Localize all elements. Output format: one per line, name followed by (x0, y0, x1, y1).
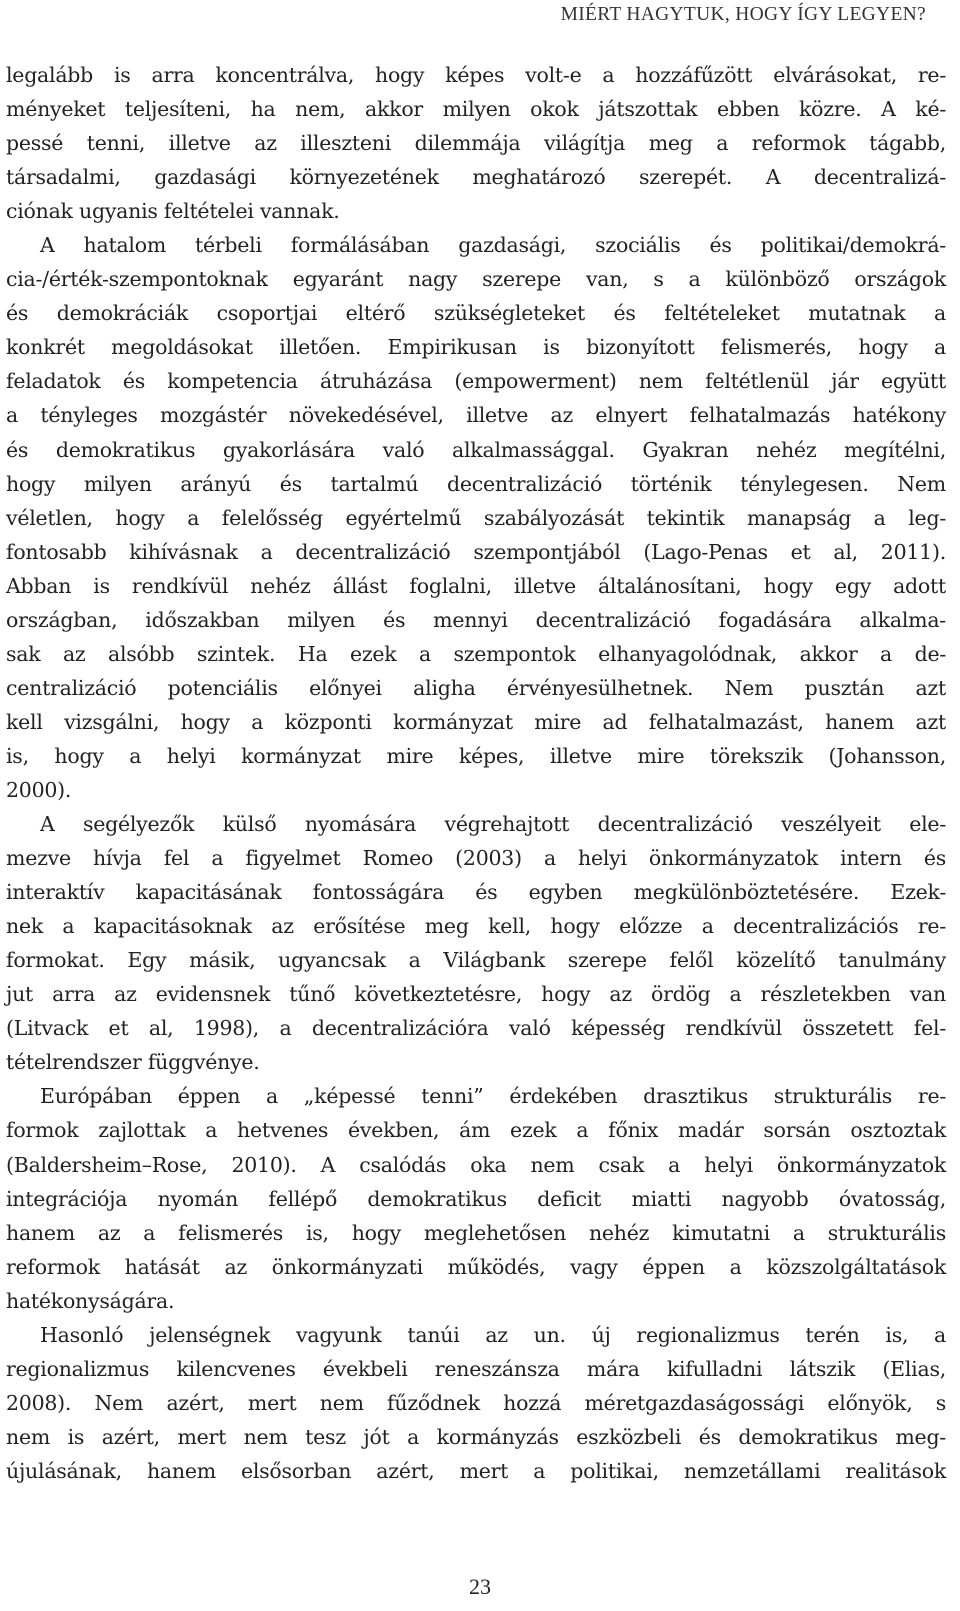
paragraph-3-line: A segélyezők külső nyomására végrehajtott decentralizáció veszélyeit ele- (40, 812, 946, 837)
paragraph-3-line: nek a kapacitásoknak az erősítése meg kell, hogy előzze a decentralizációs re- (6, 914, 946, 939)
paragraph-4-line: Európában éppen a „képessé tenni” érdekében drasztikus strukturális re- (40, 1084, 946, 1109)
paragraph-3-line: tételrendszer függvénye. (6, 1050, 260, 1075)
paragraph-4-line: integrációja nyomán fellépő demokratikus deficit miatti nagyobb óvatosság, (6, 1186, 946, 1211)
paragraph-5-line: 2008). Nem azért, mert nem fűződnek hozzá méretgazdaságossági előnyök, s (6, 1390, 946, 1415)
paragraph-2-line: országban, időszakban milyen és mennyi decentralizáció fogadására alkalma- (6, 607, 946, 632)
paragraph-2-line: a tényleges mozgástér növekedésével, illetve az elnyert felhatalmazás hatékony (6, 403, 946, 428)
paragraph-2-line: kell vizsgálni, hogy a központi kormányzat mire ad felhatalmazást, hanem azt (6, 709, 946, 734)
paragraph-3-line: jut arra az evidensnek tűnő következtetésre, hogy az ördög a részletekben van (6, 982, 946, 1007)
paragraph-5-line: újulásának, hanem elsősorban azért, mert a politikai, nemzetállami realitások (6, 1458, 946, 1483)
paragraph-1-line: ményeket teljesíteni, ha nem, akkor milyen okok játszottak ebben közre. A ké- (6, 97, 946, 122)
paragraph-4-line: formok zajlottak a hetvenes években, ám ezek a főnix madár sorsán osztoztak (6, 1118, 946, 1143)
paragraph-2-line: konkrét megoldásokat illetően. Empirikusan is bizonyított felismerés, hogy a (6, 335, 946, 360)
paragraph-2-line: Abban is rendkívül nehéz állást foglalni, illetve általánosítani, hogy egy adott (6, 573, 946, 598)
paragraph-4-line: reformok hatását az önkormányzati működés, vagy éppen a közszolgáltatások (6, 1254, 946, 1279)
paragraph-1-line: pessé tenni, illetve az illeszteni dilemmája világítja meg a reformok tágabb, (6, 131, 946, 156)
paragraph-2-line: és demokráciák csoportjai eltérő szükségleteket és feltételeket mutatnak a (6, 301, 946, 326)
body-text (6, 58, 946, 1488)
paragraph-4-line: hatékonyságára. (6, 1288, 175, 1313)
paragraph-2-line: véletlen, hogy a felelősség egyértelmű szabályozását tekintik manapság a leg- (6, 505, 946, 530)
paragraph-2-line: 2000). (6, 777, 72, 802)
paragraph-3-line: interaktív kapacitásának fontosságára és egyben megkülönböztetésére. Ezek- (6, 880, 946, 905)
paragraph-4-line: (Baldersheim–Rose, 2010). A csalódás oka nem csak a helyi önkormányzatok (6, 1152, 946, 1177)
paragraph-3-line: (Litvack et al, 1998), a decentralizációra való képesség rendkívül összetett fel- (6, 1016, 946, 1041)
paragraph-2-line: is, hogy a helyi kormányzat mire képes, illetve mire törekszik (Johansson, (6, 743, 946, 768)
paragraph-2-line: feladatok és kompetencia átruházása (empowerment) nem feltétlenül jár együtt (6, 369, 946, 394)
paragraph-3-line: mezve hívja fel a figyelmet Romeo (2003) a helyi önkormányzatok intern és (6, 846, 946, 871)
paragraph-2-line: sak az alsóbb szintek. Ha ezek a szempontok elhanyagolódnak, akkor a de- (6, 641, 946, 666)
paragraph-2-line: A hatalom térbeli formálásában gazdasági, szociális és politikai/demokrá- (40, 233, 946, 258)
running-header: MIÉRT HAGYTUK, HOGY ÍGY LEGYEN? (560, 4, 926, 25)
paragraph-5-line: Hasonló jelenségnek vagyunk tanúi az un. új regionalizmus terén is, a (40, 1322, 946, 1347)
paragraph-1-line: ciónak ugyanis feltételei vannak. (6, 199, 340, 224)
paragraph-5-line: regionalizmus kilencvenes évekbeli reneszánsza mára kifulladni látszik (Elias, (6, 1356, 946, 1381)
paragraph-2-line: centralizáció potenciális előnyei aligha érvényesülhetnek. Nem pusztán azt (6, 675, 946, 700)
paragraph-1-line: társadalmi, gazdasági környezetének meghatározó szerepét. A decentralizá- (6, 165, 946, 190)
paragraph-1-line: legalább is arra koncentrálva, hogy képes volt-e a hozzáfűzött elvárásokat, re- (6, 63, 946, 87)
paragraph-3-line: formokat. Egy másik, ugyancsak a Világbank szerepe felől közelítő tanulmány (6, 948, 946, 973)
paragraph-2-line: hogy milyen arányú és tartalmú decentralizáció történik ténylegesen. Nem (6, 471, 946, 496)
paragraph-2-line: fontosabb kihívásnak a decentralizáció szempontjából (Lago-Penas et al, 2011). (6, 539, 946, 564)
paragraph-2-line: cia-/érték-szempontoknak egyaránt nagy szerepe van, s a különböző országok (6, 267, 946, 292)
paragraph-4-line: hanem az a felismerés is, hogy meglehetősen nehéz kimutatni a strukturális (6, 1220, 946, 1245)
page-number: 23 (469, 1574, 491, 1599)
paragraph-5-line: nem is azért, mert nem tesz jót a kormányzás eszközbeli és demokratikus meg- (6, 1424, 946, 1449)
paragraph-2-line: és demokratikus gyakorlására való alkalmassággal. Gyakran nehéz megítélni, (6, 437, 946, 462)
